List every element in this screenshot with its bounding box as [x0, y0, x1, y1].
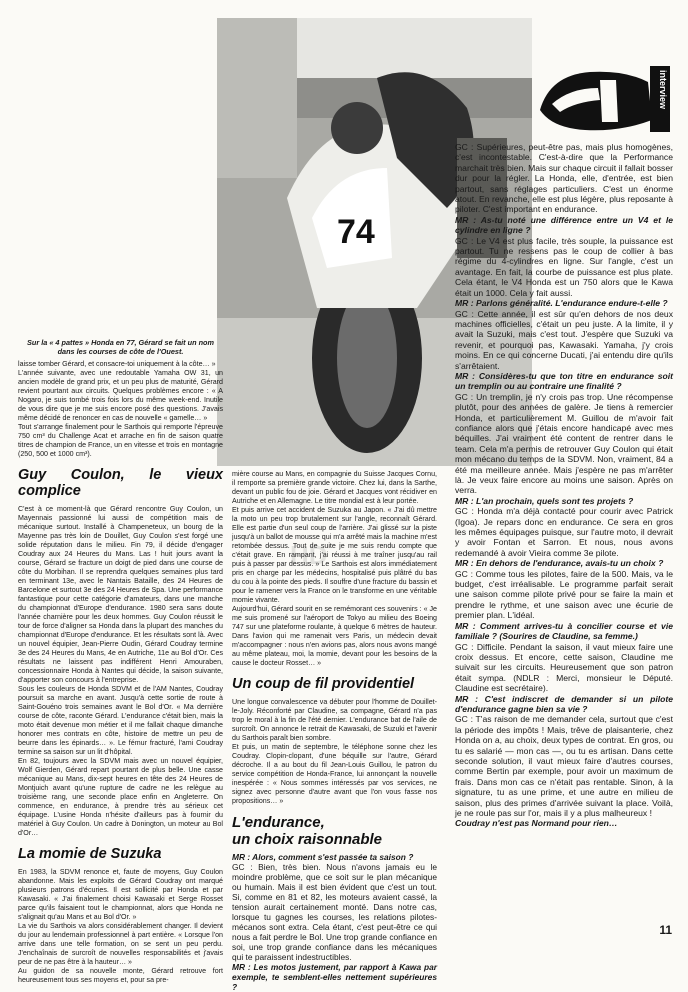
closing-line: Coudray n'est pas Normand pour rien… — [455, 818, 618, 829]
section-heading-line: L'endurance, — [232, 814, 325, 831]
question: MR : L'an prochain, quels sont tes projets ? — [455, 495, 634, 506]
question: MR : Considères-tu que ton titre en endurance soit un tremplin ou au contraire une finalité ? — [455, 370, 673, 392]
answer: GC : Honda m'a déjà contacté pour courir avec Patrick (Igoa). Je repars donc en endurance. Ce sera en gros les mêmes équipages puisque, sur l'autre moto, il devrait y avoir Fontan et Sarron. Et nous, nous avons redemandé à avoir Vieira comme 3e pilote. — [455, 506, 673, 558]
section-heading: La momie de Suzuka — [18, 846, 162, 862]
paragraph: Tout s'arrange finalement pour le Sarthois qui remporte l'épreuve 750 cm³ du Challenge Acat et arrache en fin de saison quatre titres de champion de France, un en vitesse et trois en montagne (250, 500 et 1000 cm³). — [18, 423, 223, 458]
paragraph: C'est à ce moment-là que Gérard rencontre Guy Coulon, un Mayennais passionné lui aussi de compétition mais de mécanique surtout. Installé à Champeneteux, un bourg de la Mayenne pas très loin de Douillet, Guy Coulon s'est forgé une solide réputation dans le milieu. Fin 79, il décide d'engager Coudray aux 24 Heures du Mans. Las ! huit jours avant la course, Gérard se fracture un doigt de pied dans une course de côte du Morbihan. Il se reprendra quelques semaines plus tard en terminant 13e, avec le Nantais Bataille, des 24 Heures de Barcelone et surtout 3e des 24 Heures de Spa. Une performance fantastique pour cette catégorie d'amateurs, dans une manche du championnat d'Europe d'endurance. 1980 sera sans doute l'année charnière pour les deux hommes. Guy Coulon réussit le tour de force d'aligner sa Honda dans la plupart des manches du championnat d'Europe d'endurance. Et les résultats sont là. Avec un nouvel équipier, Jean-Pierre Oudin, Gérard Coudray termine 3e des 24 Heures du Mans, 4e en Autriche, 11e au Bol d'Or. Ces résultats ne laissent pas indifférent Henri Amouraben, concessionnaire Honda à Nantes qui décide, la saison suivante, d'apporter son concours à l'entreprise. — [18, 505, 223, 684]
page-number: 11 — [659, 923, 672, 937]
answer: GC : Cette année, il est sûr qu'en dehors de nos deux machines officielles, c'était un peu juste. A la limite, il y avait la Suzuki, mais c'est tout. J'espère que Suzuki va revenir, et pourquoi pas, Kawasaki. Yamaha, j'y crois moins. En ce qui concerne Ducati, j'ai entendu dire qu'ils s'arrêtaient. — [455, 308, 673, 371]
column-2 — [232, 470, 437, 992]
column-3 — [455, 142, 673, 829]
section-heading-line: un choix raisonnable — [232, 831, 383, 848]
section-heading: Un coup de fil providentiel — [232, 676, 415, 692]
bike-number: 74 — [337, 213, 375, 251]
interview-badge — [530, 60, 678, 142]
question: MR : C'est indiscret de demander si un pilote d'endurance gagne bien sa vie ? — [455, 693, 673, 714]
paragraph: En 82, toujours avec la SDVM mais avec un nouvel équipier, Wolf Gierden, Gérard repart pourtant de plus belle. Une casse mécanique au Mans, dix-sept heures en tête des 24 Heures de Montjuich avant qu'une rupture de cadre ne les relègue au troisième rang, une seconde place enfin en Angleterre. On commence, en endurance, à prendre très au sérieux cet équipage. L'usine Honda n'hésite d'ailleurs pas à fournir du matériel à Guy Coulon. Un cadre à Donington, un moteur au Bol d'Or… — [18, 757, 223, 837]
watermark: HD — [290, 540, 328, 570]
paragraph: mière course au Mans, en compagnie du Suisse Jacques Cornu, il remporte sa première grande victoire. Chez lui, dans la Sarthe, devant un public fou de joie. Gérard et Jacques vont récidiver en Autriche et en Allemagne. Le titre mondial est à leur portée. — [232, 470, 437, 505]
question: MR : As-tu noté une différence entre un V4 et le cylindre en ligne ? — [455, 214, 673, 236]
badge-label: interview — [658, 70, 668, 110]
paragraph: Aujourd'hui, Gérard sourit en se remémorant ces souvenirs : « Je me suis promené sur l'aéroport de Tokyo au milieu des Boeing 747 sur une plateforme roulante, à quelque 6 mètres de hauteur. Dans l'avion qui me ramenait vers Paris, un médecin devait m'accompagner : nous n'en avions pas, alors nous avons mangé au même plateau, moi, la momie, devant pour les besoins de la cause le docteur Rosset… » — [232, 605, 437, 667]
question: MR : En dehors de l'endurance, avais-tu un choix ? — [455, 558, 664, 569]
interview-intro — [232, 852, 437, 992]
paragraph: Sous les couleurs de Honda SDVM et de l'AM Nantes, Coudray poursuit sa marche en avant. Jusqu'à cette sortie de route à Saint-Gouéno trois semaines avant le Bol d'Or. « Ma dernière course de côte, raconte Gérard. L'endurance c'était bien, mais la moto était devenue mon métier et il me fallait chaque dimanche honorer mes contrats en côte, histoire de mettre un peu de beurre dans les épinards… ». Le fémur fracturé, l'ami Coudray termine sa saison sur un lit d'hôpital. — [18, 685, 223, 756]
column-1 — [18, 360, 223, 985]
answer: GC : Un tremplin, je n'y crois pas trop. Une récompense plutôt, pour des années de galère. Je tiens à remercier Honda, et particulièrement M. Guillou de m'avoir fait confiance alors que j'étais encore handicapé avec mes béquilles. J'ai vraiment été content de rentrer dans le team. Cela m'a permis de retrouver Guy Coulon qui était mon mécano du temps de la SDVM. Non, vraiment, 84 a été ma meilleure année. Mais j'espère ne pas m'arrêter là. Je veux faire encore au moins une saison. Après on verra. — [455, 391, 673, 496]
question: MR : Les motos justement, par rapport à Kawa par exemple, te semblent-elles nettement supérieures ? — [232, 962, 437, 992]
paragraph: laisse tomber Gérard, et consacre-toi uniquement à la côte… » — [18, 360, 216, 368]
paragraph: La vie du Sarthois va alors considérablement changer. Il devient du jour au lendemain professionnel à part entière. « Lorsque l'on arrive dans une telle formation, on se sent un peu perdu. J'enchaînais de surcroît de nouvelles responsabilités et j'avais peur de ne pas être à la hauteur… » — [18, 922, 223, 966]
answer: GC : Bien, très bien. Nous n'avons jamais eu le moindre problème, que ce soit sur le plan mécanique ou humain. Mais il est bien évident que c'est un tout. Si, comme en 81 et 82, les moteurs avaient cassé, la tension aurait certainement monté. Dans notre cas, lorsque tu gagnes les courses, les relations pilotes-mécanos sont extra. Cela étant, c'est peut-être ce qui nous a fait perdre le Bol. Une trop grande confiance en soi, une trop grande confiance dans les mécaniques qui te paraissent indestructibles. — [232, 862, 437, 962]
paragraph: L'année suivante, avec une redoutable Yamaha OW 31, un ancien modèle de grand prix, et un peu plus de maturité, Gérard revient pourtant aux circuits. Quelques problèmes encore : « A Nogaro, je suis tombé trois fois lors du même week-end. Inutile de vous dire que je me suis encore posé des questions. J'avais même décidé de renoncer en cas de nouvelle « gamelle… » — [18, 369, 223, 422]
answer: GC : T'as raison de me demander cela, surtout que c'est la période des impôts ! Mais, trêve de plaisanterie, chez Honda on a, au choix, deux types de contrat. En gros, ou tu es salarié — mon cas —, ou tu es artisan. Dans cette seconde solution, il vaut mieux faire d'autres courses, comme Bertin par exemple, pour avoir un maximum de frais. Dans mon cas ce n'était pas rentable. Sinon, à la signature, tu as une prime, et une autre en milieu de saison, plus des primes d'arrivée suivant la place. Voilà, je ne roule pas sur l'or, mais il y a plus malheureux ! — [455, 714, 673, 818]
paragraph: Au guidon de sa nouvelle monte, Gérard retrouve fort heureusement tous ses moyens et, pour sa pre- — [18, 967, 223, 984]
paragraph: Une longue convalescence va débuter pour l'homme de Douillet-le-Joly. Réconforté par Claudine, sa compagne, Gérard n'a pas trop le moral à la fin de l'été dernier. L'endurance bat de l'aile de surcroît. On annonce le retrait de Kawasaki, de Suzuki et l'avenir du Sarthois paraît bien sombre. — [232, 698, 437, 742]
question: MR : Comment arrives-tu à concilier course et vie familiale ? (Sourires de Claudine, sa femme.) — [455, 620, 673, 642]
section-heading — [232, 814, 437, 848]
question: MR : Parlons généralité. L'endurance endure-t-elle ? — [455, 298, 668, 309]
answer: GC : Supérieures, peut-être pas, mais plus homogènes, c'est incontestable. C'est-à-dire que la Performance marchait très bien. Mais sur chaque circuit il fallait bosser dur pour la régler. La Honda, elle, d'entrée, est bien partout, sans réglages particuliers. C'est un énorme atout. En revanche, elle est plus légère, plus reposante à piloter. C'est important en endurance. — [455, 142, 673, 215]
photo-caption: Sur la « 4 pattes » Honda en 77, Gérard se fait un nom dans les courses de côte de l'Ouest. — [27, 338, 214, 356]
paragraph: En 1983, la SDVM renonce et, faute de moyens, Guy Coulon abandonne. Mais les exploits de Gérard Coudray ont marqué plusieurs patrons d'écuries. Il est sollicité par Honda et par Kawasaki. « J'ai finalement choisi Kawasaki et Serge Rosset parce qu'ils faisaient tout le championnat, alors que Honda ne s'alignait qu'au Mans et au Bol d'Or. » — [18, 868, 223, 921]
answer: GC : Comme tous les pilotes, faire de la 500. Mais, va le budget, c'est irréalisable. Le programme parfait serait une saison comme pilote privé pour se faire la main et prendre le rythme, et une saison avec une écurie de premier plan. L'idéal. — [455, 568, 673, 621]
answer: GC : Le V4 est plus facile, très souple, la puissance est partout. Tu ne ressens pas le coup de collier à bas régime du 4-cylindres en ligne. Sur l'angle, c'est un avantage. En fait, la courbe de puissance est plus plate. Cela étant, le V4 Honda est un 750 alors que le Kawa était un 1000. Cela y fait aussi. — [455, 235, 673, 298]
question: MR : Alors, comment s'est passée ta saison ? — [232, 852, 414, 862]
answer: GC : Difficile. Pendant la saison, il vaut mieux faire une croix dessus. Et encore, cette saison, Claudine me suivait sur les circuits. Heureusement que son patron était sympa. (NDLR : Merci, monsieur le Député. Claudine est secrétaire). — [455, 641, 673, 694]
paragraph: Et puis arrive cet accident de Suzuka au Japon. « J'ai dû mettre la moto un peu trop brutalement sur l'angle, reconnaît Gérard. Elle est partie d'un seul coup de l'arrière. J'ai glissé sur la piste jusqu'à un ballot de mousse qui m'a arrêté mais la machine m'est retombée dessus. Tout de suite je me suis rendu compte que c'était grave. En rampant, j'ai réussi à me traîner jusqu'au rail puis à passer par dessus. » Le Sarthois est alors immédiatement pris en charge par les médecins, hospitalisé puis plâtré du bas du cou à la pointe des pieds. Il souffre d'une fracture du bassin et pour le ramener vers la France on le transforme en une véritable momie vivante. — [232, 506, 437, 604]
section-heading: Guy Coulon, le vieux complice — [18, 467, 223, 499]
paragraph: Et puis, un matin de septembre, le téléphone sonne chez les Coudray. Clopin-clopant, d'une béquille sur l'autre, Gérard décroche. Il a au bout du fil Jean-Louis Guillou, le patron du service compétition de Honda-France, lui annonçant la nouvelle inespérée : « Nous sommes intéressés par vos services, ne signez avec personne d'autre avant que l'on vous fasse nos propositions… » — [232, 743, 437, 805]
